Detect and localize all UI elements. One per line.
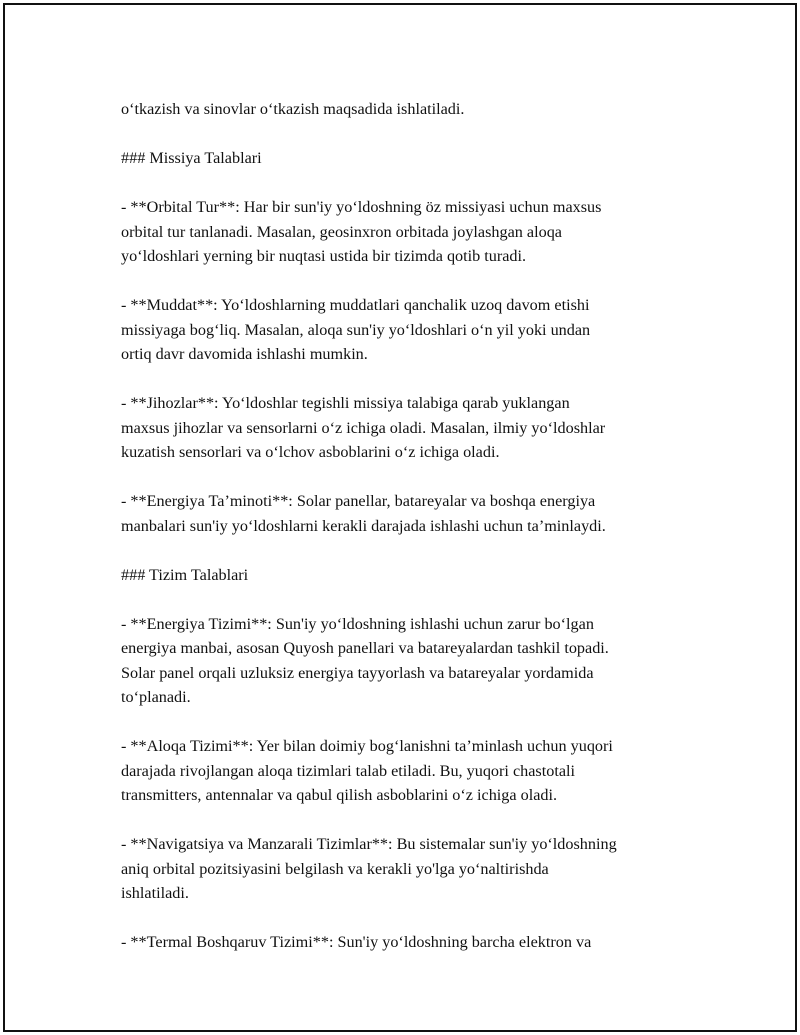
text-line: - **Energiya Tizimi**: Sun'iy yo‘ldoshning ishlashi uchun zarur bo‘lgan [121,614,594,633]
text-line: kuzatish sensorlari va o‘lchov asboblarini o‘z ichiga oladi. [121,443,500,461]
text-line: - **Orbital Tur**: Har bir sun'iy yo‘ldoshning öz missiyasi uchun maxsus [121,198,602,216]
text-line: orbital tur tanlanadi. Masalan, geosinxron orbitada joylashgan aloqa [121,222,562,241]
paragraph [121,97,691,122]
text-line: darajada rivojlangan aloqa tizimlari talab etiladi. Bu, yuqori chastotali [121,761,575,780]
paragraph [121,612,691,710]
paragraph [121,391,691,465]
text-line: ### Tizim Talablari [121,565,249,584]
text-line: - **Jihozlar**: Yo‘ldoshlar tegishli missiya talabiga qarab yuklangan [121,394,570,412]
paragraph [121,293,691,367]
text-line: - **Aloqa Tizimi**: Yer bilan doimiy bog‘lanishni ta’minlash uchun yuqori [121,737,613,755]
text-line: transmitters, antennalar va qabul qilish asboblarini o‘z ichiga oladi. [121,786,558,804]
text-line: aniq orbital pozitsiyasini belgilash va kerakli yo'lga yo‘naltirishda [121,859,549,878]
text-line: missiyaga bog‘liq. Masalan, aloqa sun'iy yo‘ldoshlari o‘n yil yoki undan [121,320,591,339]
text-line: to‘planadi. [121,688,191,706]
text-line: - **Termal Boshqaruv Tizimi**: Sun'iy yo‘ldoshning barcha elektron va [121,933,592,951]
paragraph [121,489,691,538]
text-line: ishlatiladi. [121,884,189,902]
text-line: yo‘ldoshlari yerning bir nuqtasi ustida bir tizimda qotib turadi. [121,247,527,265]
paragraph [121,195,691,269]
page-border [3,3,797,1032]
paragraph [121,930,691,955]
paragraph [121,563,691,588]
text-line: ortiq davr davomida ishlashi mumkin. [121,345,368,363]
text-line: - **Muddat**: Yo‘ldoshlarning muddatlari qanchalik uzoq davom etishi [121,296,590,314]
text-line: o‘tkazish va sinovlar o‘tkazish maqsadida ishlatiladi. [121,100,465,118]
text-line: ### Missiya Talablari [121,149,262,167]
text-line: manbalari sun'iy yo‘ldoshlarni kerakli darajada ishlashi uchun ta’minlaydi. [121,516,606,535]
document-body [121,97,691,979]
text-line: maxsus jihozlar va sensorlarni o‘z ichiga oladi. Masalan, ilmiy yo‘ldoshlar [121,418,606,437]
text-line: energiya manbai, asosan Quyosh panellari va batareyalardan tashkil topadi. [121,639,609,657]
paragraph [121,734,691,808]
text-line: - **Energiya Ta’minoti**: Solar panellar, batareyalar va boshqa energiya [121,492,596,510]
text-line: Solar panel orqali uzluksiz energiya tayyorlash va batareyalar yordamida [121,663,594,682]
paragraph [121,146,691,171]
text-line: - **Navigatsiya va Manzarali Tizimlar**: Bu sistemalar sun'iy yo‘ldoshning [121,835,617,853]
paragraph [121,832,691,906]
